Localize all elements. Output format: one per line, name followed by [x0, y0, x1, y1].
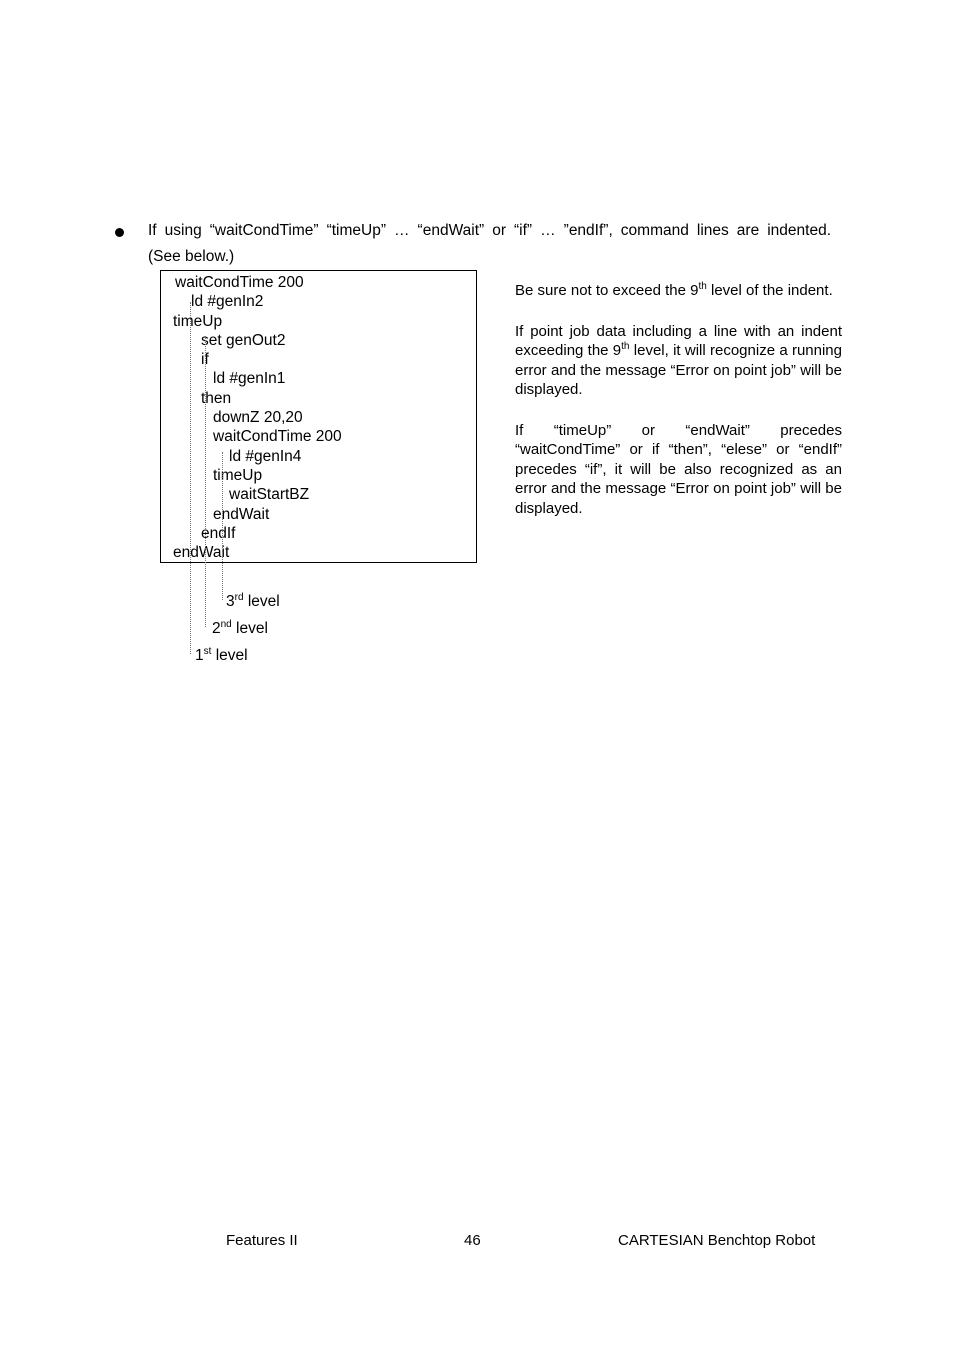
note-text: Be sure not to exceed the 9	[515, 282, 699, 299]
level-ordinal-suffix: st	[203, 646, 212, 657]
code-line: timeUp	[213, 466, 263, 484]
level-word: level	[243, 593, 280, 611]
footer-page-number: 46	[464, 1232, 481, 1249]
ordinal-suffix: th	[698, 281, 707, 292]
note-paragraph-2	[515, 322, 842, 400]
code-line: ld #genIn2	[191, 293, 264, 311]
code-line: waitCondTime 200	[213, 428, 342, 446]
bullet-text: If using “waitCondTime” “timeUp” … “endWait” or “if” … ”endIf”, command lines are indented.	[148, 222, 831, 239]
code-line: ld #genIn1	[213, 370, 286, 388]
notes-column	[515, 281, 842, 539]
code-line: endIf	[201, 524, 236, 542]
level-number: 3	[226, 593, 235, 611]
bullet-icon	[115, 228, 124, 237]
see-below-text: (See below.)	[148, 248, 235, 265]
indent-guide-level-2	[205, 336, 206, 627]
level-label-3	[226, 592, 280, 611]
code-line: endWait	[173, 544, 230, 562]
code-line: if	[201, 351, 209, 369]
level-word: level	[231, 620, 268, 638]
level-number: 1	[195, 647, 204, 665]
footer-document-title: CARTESIAN Benchtop Robot	[618, 1232, 816, 1249]
code-line: waitCondTime 200	[175, 274, 304, 291]
note-text: If point job data including a line with an indent exceeding the 9	[515, 322, 842, 359]
code-box	[160, 270, 477, 563]
code-line: downZ 20,20	[213, 409, 303, 427]
indent-guide-level-1	[190, 302, 191, 654]
code-line: timeUp	[173, 312, 223, 330]
code-line: then	[201, 389, 232, 407]
level-label-1	[195, 646, 248, 665]
note-text: level of the indent.	[706, 282, 833, 299]
level-ordinal-suffix: nd	[220, 619, 232, 630]
level-ordinal-suffix: rd	[234, 592, 244, 603]
level-label-2	[212, 619, 268, 638]
level-number: 2	[212, 620, 221, 638]
indent-guide-level-3	[222, 452, 223, 600]
level-word: level	[211, 647, 248, 665]
note-paragraph-1	[515, 281, 842, 301]
note-paragraph-3: If “timeUp” or “endWait” precedes “waitCondTime” or if “then”, “elese” or “endIf” precedes “if”, it will be also recognized as an error and the message “Error on point job” will be displayed.	[515, 421, 842, 517]
code-line: set genOut2	[201, 331, 286, 349]
code-line: endWait	[213, 505, 270, 523]
code-line: waitStartBZ	[229, 486, 310, 504]
code-line: ld #genIn4	[229, 447, 302, 465]
ordinal-suffix: th	[621, 341, 630, 352]
footer-section-title: Features II	[226, 1232, 298, 1249]
note-text: level, it will recognize a running error and the message “Error on point job” will be displayed.	[515, 342, 842, 398]
